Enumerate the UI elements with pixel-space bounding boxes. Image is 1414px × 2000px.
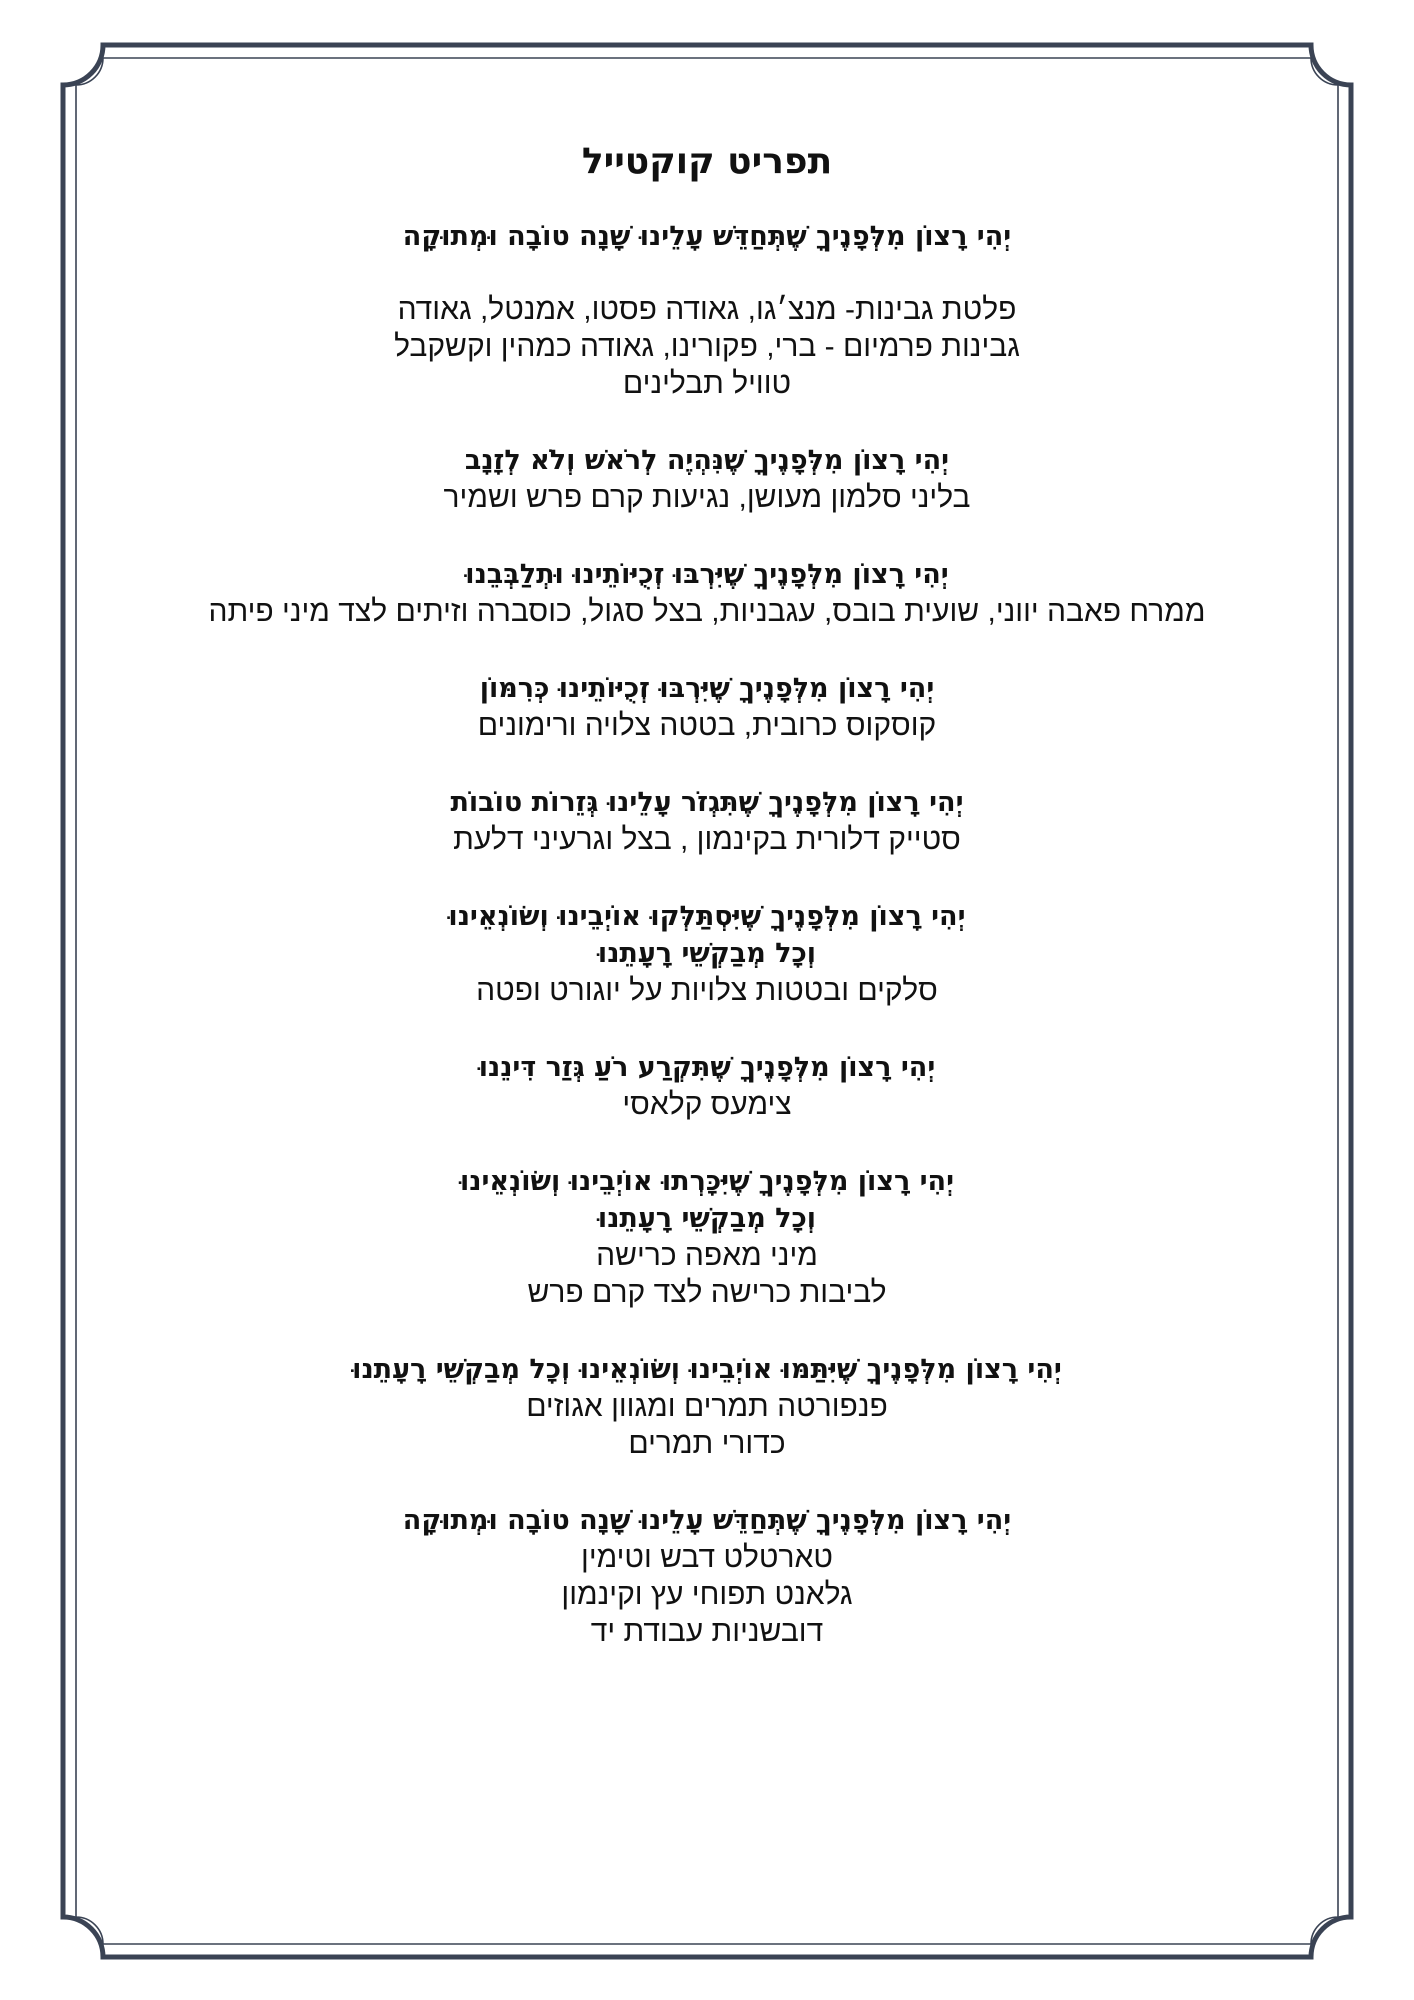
- menu-item: כדורי תמרים: [628, 1427, 786, 1460]
- menu-section: [110, 1049, 1304, 1123]
- menu-item: פנפורטה תמרים ומגוון אגוזים: [526, 1390, 888, 1423]
- menu-section: [110, 1163, 1304, 1311]
- menu-item: פלטת גבינות- מנצ׳גו, גאודה פסטו, אמנטל, גאודה: [397, 293, 1017, 326]
- spacer: [110, 255, 1304, 291]
- menu-item: צימעס קלאסי: [622, 1088, 792, 1121]
- menu-section: [110, 784, 1304, 858]
- section-blessing: יְהִי רָצוֹן מִלְּפָנֶיךָ שֶׁתְּחַדֵּשׁ עָלֵינוּ שָׁנָה טוֹבָה וּמְתוּקָה: [402, 221, 1012, 252]
- menu-content: [110, 140, 1304, 1650]
- menu-title: תפריט קוקטייל: [581, 141, 833, 182]
- menu-item: מיני מאפה כרישה: [596, 1239, 818, 1272]
- menu-item: לביבות כרישה לצד קרם פרש: [527, 1276, 887, 1309]
- menu-sections: [110, 218, 1304, 1650]
- menu-section: [110, 898, 1304, 1009]
- menu-item: טוויל תבלינים: [622, 367, 792, 400]
- menu-item: גבינות פרמיום - ברי, פקורינו, גאודה כמהין וקשקבל: [394, 330, 1020, 363]
- section-blessing: יְהִי רָצוֹן מִלְּפָנֶיךָ שֶׁיִּכָּרְתוּ אוֹיְבֵינוּ וְשׂוֹנְאֵינוּ וְכָל מְבַקְשֵׁי רָעָתֵנוּ: [459, 1166, 955, 1234]
- menu-section: [110, 218, 1304, 402]
- menu-item: ממרח פאבה יווני, שועית בובס, עגבניות, בצל סגול, כוסברה וזיתים לצד מיני פיתה: [208, 595, 1206, 628]
- menu-item: סלקים ובטטות צלויות על יוגורט ופטה: [476, 974, 938, 1007]
- section-blessing: יְהִי רָצוֹן מִלְּפָנֶיךָ שֶׁתְּחַדֵּשׁ עָלֵינוּ שָׁנָה טוֹבָה וּמְתוּקָה: [402, 1505, 1012, 1536]
- menu-section: [110, 670, 1304, 744]
- section-blessing: יְהִי רָצוֹן מִלְּפָנֶיךָ שֶׁיִּתַּמּוּ אוֹיְבֵינוּ וְשׂוֹנְאֵינוּ וְכָל מְבַקְשֵׁי רָעָתֵנוּ: [352, 1354, 1062, 1385]
- menu-item: בליני סלמון מעושן, נגיעות קרם פרש ושמיר: [443, 481, 971, 514]
- section-blessing: יְהִי רָצוֹן מִלְּפָנֶיךָ שֶׁיִּסְתַּלְּקוּ אוֹיְבֵינוּ וְשׂוֹנְאֵינוּ וְכָל מְבַקְשֵׁי רָעָתֵנוּ: [448, 901, 966, 969]
- menu-section: [110, 1502, 1304, 1650]
- section-blessing: יְהִי רָצוֹן מִלְּפָנֶיךָ שֶׁנִּהְיֶה לְרֹאשׁ וְלֹא לְזָנָב: [464, 445, 950, 476]
- menu-item: טארטלט דבש וטימין: [581, 1541, 833, 1574]
- section-blessing: יְהִי רָצוֹן מִלְּפָנֶיךָ שֶׁתִּקְרַע רֹעַ גְּזַר דִּינֵנוּ: [478, 1052, 936, 1083]
- menu-section: [110, 442, 1304, 516]
- section-blessing: יְהִי רָצוֹן מִלְּפָנֶיךָ שֶׁתִּגְזֹר עָלֵינוּ גְּזֵרוֹת טוֹבוֹת: [450, 787, 964, 818]
- menu-item: קוסקוס כרובית, בטטה צלויה ורימונים: [477, 709, 937, 742]
- section-blessing: יְהִי רָצוֹן מִלְּפָנֶיךָ שֶׁיִּרְבּוּ זְכֻיּוֹתֵינוּ וּתְלַבְּבֵנוּ: [465, 559, 949, 590]
- menu-section: [110, 556, 1304, 630]
- menu-item: גלאנט תפוחי עץ וקינמון: [561, 1578, 853, 1611]
- menu-item: סטייק דלורית בקינמון , בצל וגרעיני דלעת: [453, 823, 961, 856]
- section-blessing: יְהִי רָצוֹן מִלְּפָנֶיךָ שֶׁיִּרְבּוּ זְכֻיּוֹתֵינוּ כְּרִמּוֹן: [479, 673, 935, 704]
- menu-section: [110, 1351, 1304, 1462]
- menu-item: דובשניות עבודת יד: [590, 1615, 824, 1648]
